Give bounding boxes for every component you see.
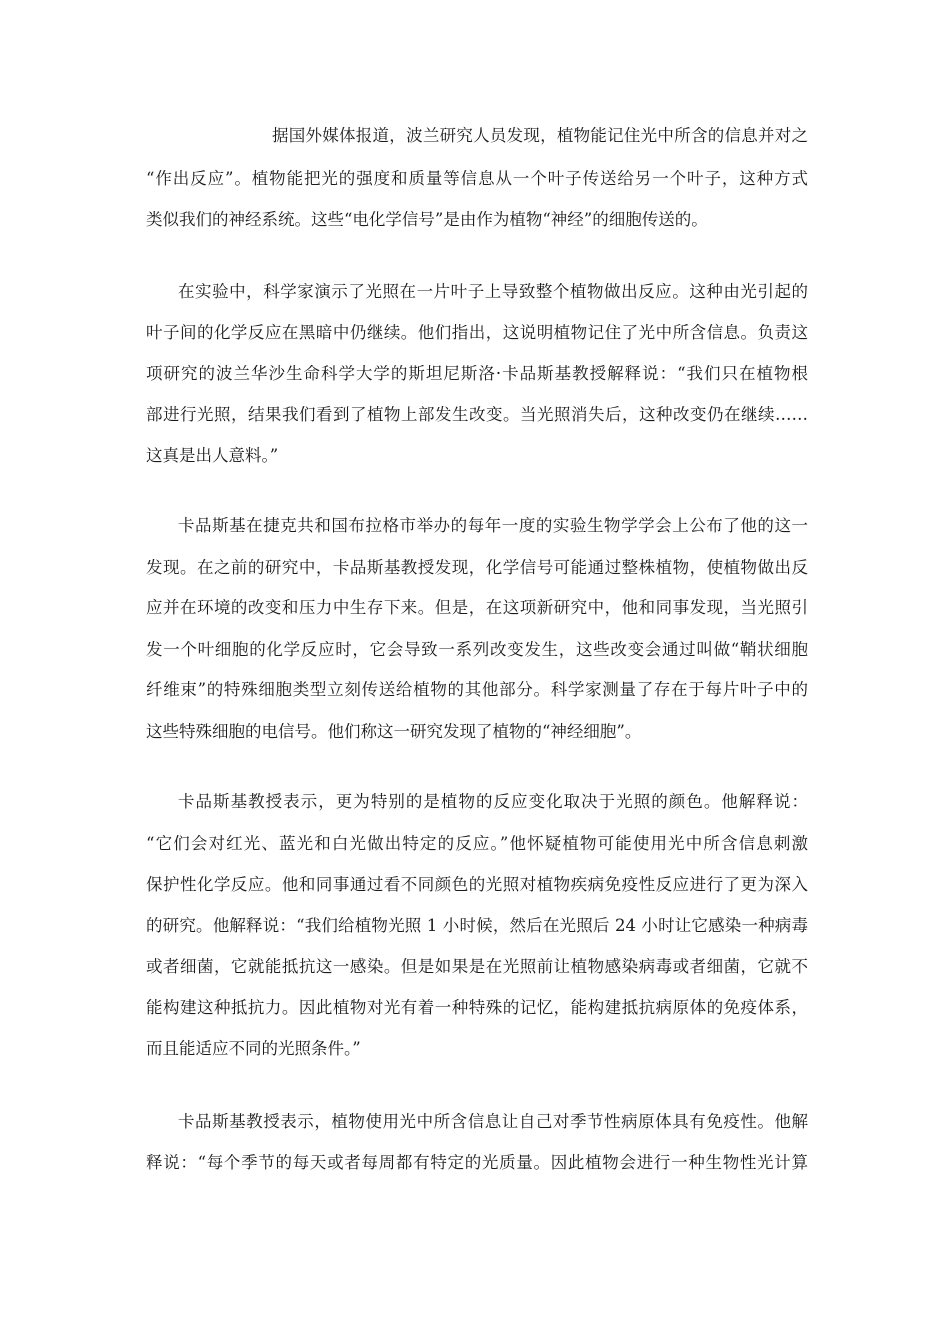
- paragraph-3-line-5: 纤维束”的特殊细胞类型立刻传送给植物的其他部分。科学家测量了存在于每片叶子中的: [146, 680, 808, 699]
- paragraph-5-line-1: 卡品斯基教授表示，植物使用光中所含信息让自己对季节性病原体具有免疫性。他解: [178, 1112, 808, 1131]
- paragraph-3-line-3: 应并在环境的改变和压力中生存下来。但是，在这项新研究中，他和同事发现，当光照引: [146, 598, 808, 617]
- paragraph-4-line-7: 而且能适应不同的光照条件。”: [146, 1039, 361, 1058]
- paragraph-3-line-4: 发一个叶细胞的化学反应时，它会导致一系列改变发生，这些改变会通过叫做“鞘状细胞: [146, 640, 808, 659]
- paragraph-2-line-4: 部进行光照，结果我们看到了植物上部发生改变。当光照消失后，这种改变仍在继续……: [146, 405, 808, 424]
- paragraph-2-line-1: 在实验中，科学家演示了光照在一片叶子上导致整个植物做出反应。这种由光引起的: [178, 282, 808, 301]
- paragraph-3-line-2: 发现。在之前的研究中，卡品斯基教授发现，化学信号可能通过整株植物，使植物做出反: [146, 558, 808, 577]
- paragraph-1-line-2: “作出反应”。植物能把光的强度和质量等信息从一个叶子传送给另一个叶子，这种方式: [146, 169, 808, 188]
- paragraph-1-line-1: 据国外媒体报道，波兰研究人员发现，植物能记住光中所含的信息并对之: [272, 126, 808, 145]
- paragraph-5-line-2: 释说：“每个季节的每天或者每周都有特定的光质量。因此植物会进行一种生物性光计算: [146, 1153, 808, 1172]
- paragraph-2-line-2: 叶子间的化学反应在黑暗中仍继续。他们指出，这说明植物记住了光中所含信息。负责这: [146, 323, 808, 342]
- paragraph-2-line-5: 这真是出人意料。”: [146, 446, 279, 465]
- paragraph-4-line-6: 能构建这种抵抗力。因此植物对光有着一种特殊的记忆，能构建抵抗病原体的免疫体系，: [146, 998, 808, 1017]
- paragraph-4-line-5: 或者细菌，它就能抵抗这一感染。但是如果是在光照前让植物感染病毒或者细菌，它就不: [146, 957, 808, 976]
- paragraph-2-line-3: 项研究的波兰华沙生命科学大学的斯坦尼斯洛·卡品斯基教授解释说：“我们只在植物根: [146, 364, 808, 383]
- paragraph-1-line-3: 类似我们的神经系统。这些“电化学信号”是由作为植物“神经”的细胞传送的。: [146, 210, 708, 229]
- paragraph-4-line-1: 卡品斯基教授表示，更为特别的是植物的反应变化取决于光照的颜色。他解释说：: [178, 792, 808, 811]
- paragraph-3-line-1: 卡品斯基在捷克共和国布拉格市举办的每年一度的实验生物学学会上公布了他的这一: [178, 516, 808, 535]
- paragraph-4-line-2: “它们会对红光、蓝光和白光做出特定的反应。”他怀疑植物可能使用光中所含信息刺激: [146, 834, 808, 853]
- paragraph-3-line-6: 这些特殊细胞的电信号。他们称这一研究发现了植物的“神经细胞”。: [146, 722, 642, 741]
- paragraph-4-line-3: 保护性化学反应。他和同事通过看不同颜色的光照对植物疾病免疫性反应进行了更为深入: [146, 875, 808, 894]
- paragraph-4-line-4: 的研究。他解释说：“我们给植物光照 1 小时候，然后在光照后 24 小时让它感染一种病毒: [146, 916, 808, 935]
